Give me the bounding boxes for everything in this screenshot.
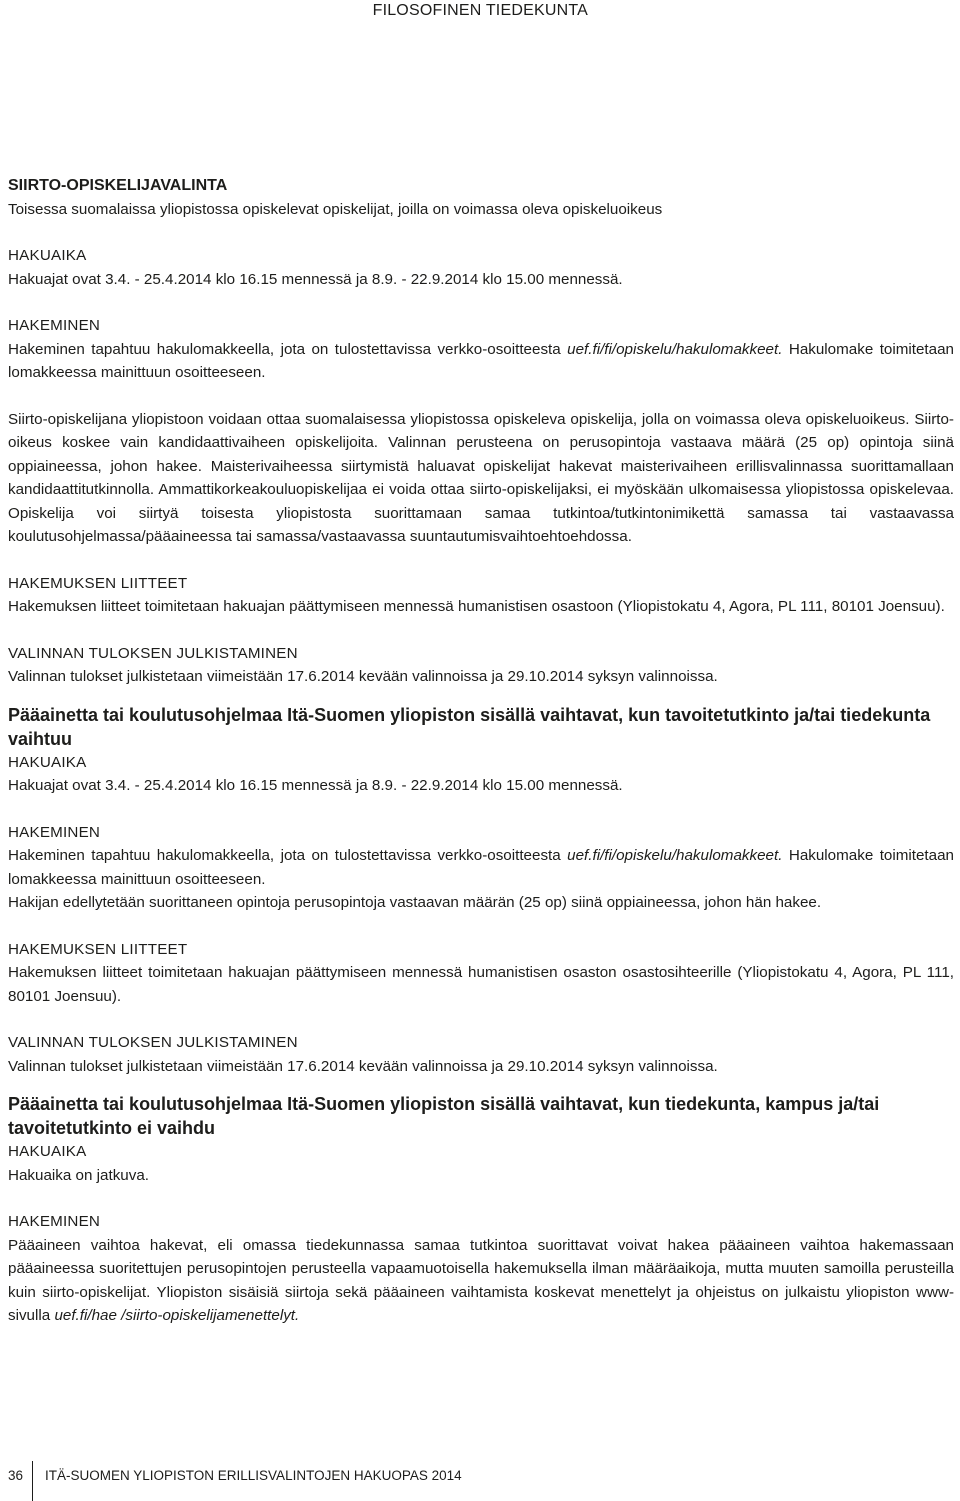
hakeminen-text-post: Hakulomake toimitetaan lomakkeessa mainittuun osoitteeseen. (8, 340, 954, 381)
siirto-opiskelijamenettelyt-link[interactable]: uef.fi/hae /siirto-opiskelijamenettelyt. (54, 1307, 300, 1324)
page-number: 36 (8, 1467, 24, 1483)
section-title-vaihto-tiedekunta: Pääainetta tai koulutusohjelmaa Itä-Suomen yliopiston sisällä vaihtavat, kun tavoitetutkinto ja/tai tiedekunta vaihtuu (8, 704, 931, 749)
label-tulos: VALINNAN TULOKSEN JULKISTAMINEN (8, 1034, 298, 1051)
tulos-text: Valinnan tulokset julkistetaan viimeistään 17.6.2014 kevään valinnoissa ja 29.10.2014 syksyn valinnoissa. (8, 668, 718, 685)
label-hakuaika: HAKUAIKA (8, 1143, 87, 1160)
label-hakeminen: HAKEMINEN (8, 823, 101, 841)
hakeminen-extra-text: Hakijan edellytetään suorittaneen opintoja perusopintoja vastaavan määrän (25 op) siinä oppiaineessa, johon hän hakee. (8, 894, 822, 911)
hakuaika-text: Hakuaika on jatkuva. (8, 1166, 149, 1184)
section-title-vaihto-sama-tiedekunta: Pääainetta tai koulutusohjelmaa Itä-Suomen yliopiston sisällä vaihtavat, kun tiedekunta, kampus ja/tai tavoitetutkinto ei vaihdu (8, 1094, 880, 1138)
label-hakeminen: HAKEMINEN (8, 1213, 101, 1230)
label-tulos: VALINNAN TULOKSEN JULKISTAMINEN (8, 644, 298, 662)
label-hakuaika: HAKUAIKA (8, 247, 87, 264)
siirto-body-paragraph: Siirto-opiskelijana yliopistoon voidaan ottaa suomalaisessa yliopistossa opiskeleva opiskelija, jolla on voimassa oleva opiskeluoikeus. Siirto-oikeus koskee vain kandidaattivaiheen opiskelijoita. Valinnan perusteena on perusopintoja vastaava määrä (25 op) opintoja siinä oppiaineessa, johon hakee. Maisterivaiheessa siirtymistä haluavat opiskelijat hakevat maisterivaiheen erillisvalinnassa suorittamallaan kandidaattitutkinnolla. Ammattikorkeakouluopiskelijaa ei voida ottaa siirto-opiskelijaksi, ei myöskään ulkomaisessa yliopistossa opiskelevaa. Opiskelija voi siirtyä toisesta yliopistosta suorittamaan samaa tutkintoa/tutkintonimikettä samassa tai vastaavassa koulutusohjelmassa/pääaineessa tai samassa/vastaavassa suuntautumisvaihtoehtoehdossa. (8, 410, 954, 545)
label-liitteet: HAKEMUKSEN LIITTEET (8, 574, 188, 592)
guide-title: ITÄ-SUOMEN YLIOPISTON ERILLISVALINTOJEN HAKUOPAS 2014 (45, 1467, 462, 1483)
hakeminen-text-pre: Hakeminen tapahtuu hakulomakkeella, jota on tulostettavissa verkko-osoitteesta (8, 340, 568, 358)
hakulomakkeet-link[interactable]: uef.fi/fi/opiskelu/hakulomakkeet. (567, 340, 783, 358)
hakeminen-text-post: Hakulomake toimitetaan lomakkeessa mainittuun osoitteeseen. (8, 847, 954, 888)
hakuaika-text: Hakuajat ovat 3.4. - 25.4.2014 klo 16.15 mennessä ja 8.9. - 22.9.2014 klo 15.00 mennessä. (8, 777, 623, 794)
page-content (8, 174, 954, 1328)
hakeminen-text (8, 338, 954, 385)
label-hakuaika: HAKUAIKA (8, 753, 87, 771)
footer-divider (32, 1461, 33, 1501)
hakulomakkeet-link[interactable]: uef.fi/fi/opiskelu/hakulomakkeet. (567, 847, 783, 864)
hakeminen-text-pre: Hakeminen tapahtuu hakulomakkeella, jota on tulostettavissa verkko-osoitteesta (8, 847, 568, 864)
section-subtitle: Toisessa suomalaissa yliopistossa opiskelevat opiskelijat, joilla on voimassa oleva opiskeluoikeus (8, 200, 663, 218)
label-hakeminen: HAKEMINEN (8, 317, 101, 334)
hakuaika-text: Hakuajat ovat 3.4. - 25.4.2014 klo 16.15 mennessä ja 8.9. - 22.9.2014 klo 15.00 mennessä. (8, 270, 623, 288)
hakeminen-text-pre: Pääaineen vaihtoa hakevat, eli omassa tiedekunnassa samaa tutkintoa suorittavat voivat hakea pääaineen vaihtoa hakemassaan pääaineessa suoritettujen perusopintojen perusteella vapaamuotoisella hakemuksella ilman määräaikoja, mutta muuten samoilla perusteilla kuin siirto-opiskelijat. Yliopiston sisäisiä siirtoja sekä pääaineen vaihtamista koskevat menettelyt ja ohjeistus on julkaistu yliopiston www-sivulla (8, 1236, 954, 1324)
liitteet-text: Hakemuksen liitteet toimitetaan hakuajan päättymiseen mennessä humanistisen osastoon (Yliopistokatu 4, Agora, PL 111, 80101 Joensuu). (8, 598, 945, 615)
label-liitteet: HAKEMUKSEN LIITTEET (8, 940, 188, 958)
tulos-text: Valinnan tulokset julkistetaan viimeistään 17.6.2014 kevään valinnoissa ja 29.10.2014 syksyn valinnoissa. (8, 1057, 718, 1075)
hakeminen-text (8, 1234, 954, 1328)
section-title-siirto: SIIRTO-OPISKELIJAVALINTA (8, 177, 228, 194)
page-footer (8, 1462, 462, 1488)
liitteet-text: Hakemuksen liitteet toimitetaan hakuajan päättymiseen mennessä humanistisen osaston osastosihteerille (Yliopistokatu 4, Agora, PL 111, 80101 Joensuu). (8, 964, 954, 1005)
faculty-header: FILOSOFINEN TIEDEKUNTA (372, 2, 588, 19)
hakeminen-text (8, 844, 954, 891)
